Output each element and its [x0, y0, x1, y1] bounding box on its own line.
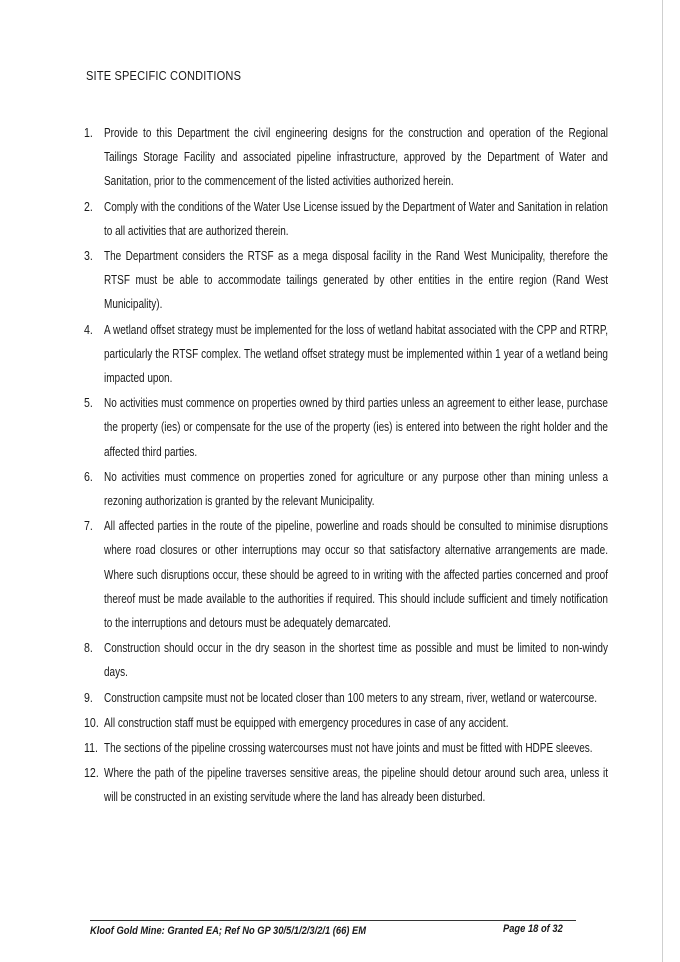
condition-number: 10. — [84, 715, 99, 730]
condition-text: Comply with the conditions of the Water Use License issued by the Department of Water and Sanitation in relation to all activities that are authorized therein. — [104, 199, 608, 238]
condition-text: Where the path of the pipeline traverses sensitive areas, the pipeline should detour around such area, unless it will be constructed in an existing servitude where the land has already been disturbed. — [104, 766, 608, 805]
condition-item — [84, 318, 614, 391]
condition-text: The Department considers the RTSF as a mega disposal facility in the Rand West Municipality, therefore the RTSF must be able to accommodate tailings generated by other entities in the entire region (Rand West Municipality). — [104, 249, 608, 312]
footer-reference: Kloof Gold Mine: Granted EA; Ref No GP 30/5/1/2/3/2/1 (66) EM — [90, 925, 367, 937]
condition-text: All construction staff must be equipped with emergency procedures in case of any accident. — [104, 715, 509, 730]
condition-text: All affected parties in the route of the pipeline, powerline and roads should be consulted to minimise disruptions where road closures or other interruptions may occur so that satisfactory alternative arrangements are made. Where such disruptions occur, these should be agreed to in writing with the affected parties concerned and proof thereof must be made available to the authorities if required. This should include sufficient and timely notification to the interruptions and detours must be adequately demarcated. — [104, 519, 608, 631]
condition-text: Construction campsite must not be located closer than 100 meters to any stream, river, wetland or watercourse. — [104, 690, 598, 705]
condition-text: Construction should occur in the dry season in the shortest time as possible and must be limited to non-windy days. — [104, 641, 608, 680]
condition-item — [84, 686, 614, 710]
scan-edge — [662, 0, 663, 962]
condition-item — [84, 636, 614, 684]
condition-number: 7. — [84, 519, 93, 534]
condition-text: Provide to this Department the civil engineering designs for the construction and operation of the Regional Tailings Storage Facility and associated pipeline infrastructure, approved by the Department of Water and Sanitation, prior to the commencement of the listed activities authorized herein. — [104, 126, 608, 189]
section-heading: SITE SPECIFIC CONDITIONS — [86, 68, 242, 83]
condition-number: 11. — [84, 741, 98, 756]
condition-item — [84, 121, 614, 194]
condition-item — [84, 244, 614, 317]
page-number: Page 18 of 32 — [503, 923, 563, 935]
condition-item — [84, 514, 614, 635]
condition-number: 5. — [84, 396, 93, 411]
condition-number: 4. — [84, 322, 93, 337]
condition-number: 9. — [84, 690, 93, 705]
footer-divider — [90, 920, 576, 921]
condition-text: No activities must commence on properties owned by third parties unless an agreement to either lease, purchase the property (ies) or compensate for the use of the property (ies) is entered into between the right holder and the affected third parties. — [104, 396, 608, 459]
condition-number: 2. — [84, 199, 93, 214]
condition-item — [84, 465, 614, 513]
condition-number: 1. — [84, 126, 93, 140]
condition-number: 8. — [84, 641, 93, 656]
condition-number: 3. — [84, 249, 93, 264]
condition-number: 6. — [84, 469, 93, 484]
condition-text: The sections of the pipeline crossing watercourses must not have joints and must be fitted with HDPE sleeves. — [104, 741, 593, 756]
condition-item — [84, 391, 614, 464]
condition-item — [84, 736, 614, 760]
condition-item — [84, 761, 614, 809]
conditions-list — [84, 121, 614, 811]
condition-text: No activities must commence on properties zoned for agriculture or any purpose other than mining unless a rezoning authorization is granted by the relevant Municipality. — [104, 469, 608, 509]
condition-item — [84, 195, 614, 243]
condition-item — [84, 711, 614, 735]
condition-number: 12. — [84, 766, 99, 781]
condition-text: A wetland offset strategy must be implemented for the loss of wetland habitat associated with the CPP and RTRP, particularly the RTSF complex. The wetland offset strategy must be implemented within 1 year of a wetland being impacted upon. — [104, 322, 608, 386]
